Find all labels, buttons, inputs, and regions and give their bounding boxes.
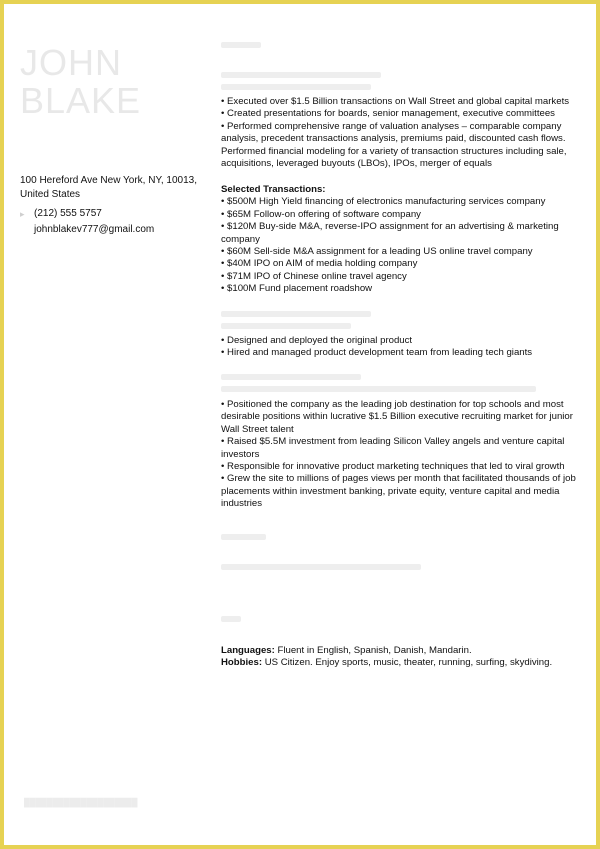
section-heading-education [221,534,576,540]
bullet-3: • Performed comprehensive range of valuation analyses – comparable company analysis, precedent transactions analysis, premiums paid, discounted cash flows. Performed financial modeling for a variety of transaction structures including sale, acquisitions, leveraged buyouts (LBOs), IPOs, merger of equals [221,120,567,170]
faint-job-title [221,311,371,317]
footer-watermark: ████████████████████ [24,798,138,807]
name-last: BLAKE [20,80,142,121]
faint-heading-bar [221,42,261,48]
extras [221,645,576,670]
faint-job-company [221,84,371,90]
faint-heading-bar [221,534,266,540]
email[interactable]: johnblakev777@gmail.com [34,224,155,235]
section-heading-experience [221,42,576,48]
transaction-3: • $120M Buy-side M&A, reverse-IPO assignment for an advertising & marketing company [221,221,559,245]
name-first: JOHN [20,42,122,83]
bullet-4: • Grew the site to millions of pages views per month that facilitated thousands of job placements within investment banking, private equity, venture capital and media industries [221,473,576,510]
phone-row [20,207,205,221]
transactions-label: Selected Transactions: [221,184,326,195]
job-1-bullets [221,96,576,170]
languages-row [221,645,576,657]
bullet-2: • Created presentations for boards, senior management, executive committees [221,108,555,120]
job-header-2 [221,311,576,329]
faint-job-company [221,323,351,329]
hobbies-row [221,657,576,669]
languages-value: Fluent in English, Spanish, Danish, Mandarin. [274,645,472,656]
transaction-5: • $40M IPO on AIM of media holding company [221,258,418,270]
faint-heading-bar [221,616,241,622]
bullet-3: • Responsible for innovative product marketing techniques that led to viral growth [221,461,565,473]
faint-education-line [221,564,421,570]
section-heading-skills [221,616,576,622]
job-3-bullets [221,399,576,511]
bullet-1: • Executed over $1.5 Billion transactions on Wall Street and global capital markets [221,96,570,107]
left-column [4,4,214,845]
candidate-name [20,44,141,120]
phone-icon: ▸ [20,209,25,219]
phone: (212) 555 5757 [34,208,102,219]
transaction-7: • $100M Fund placement roadshow [221,283,373,295]
transaction-6: • $71M IPO of Chinese online travel agency [221,270,407,282]
transaction-4: • $60M Sell-side M&A assignment for a leading US online travel company [221,246,533,258]
languages-label: Languages: [221,645,275,656]
bullet-2: • Hired and managed product development team from leading tech giants [221,347,533,359]
job-header-1 [221,72,576,90]
faint-job-title [221,374,361,380]
transaction-2: • $65M Follow-on offering of software company [221,208,421,220]
contact-info [20,174,205,237]
hobbies-value: US Citizen. Enjoy sports, music, theater, running, surfing, skydiving. [262,657,553,669]
job-header-3 [221,374,576,392]
faint-job-company [221,386,536,392]
address: 100 Hereford Ave New York, NY, 10013, United States [20,175,197,200]
bullet-1: • Positioned the company as the leading job destination for top schools and most desirable positions within lucrative $1.5 Billion executive recruiting market for junior Wall Street talent [221,399,573,435]
selected-transactions [221,184,576,296]
hobbies-label: Hobbies: [221,657,263,669]
faint-job-title [221,72,381,78]
bullet-2: • Raised $5.5M investment from leading Silicon Valley angels and venture capital investors [221,436,565,460]
bullet-1: • Designed and deployed the original product [221,335,413,346]
job-2-bullets [221,335,576,360]
transaction-1: • $500M High Yield financing of electronics manufacturing services company [221,196,546,208]
education-entry [221,564,576,570]
right-column [221,4,581,845]
